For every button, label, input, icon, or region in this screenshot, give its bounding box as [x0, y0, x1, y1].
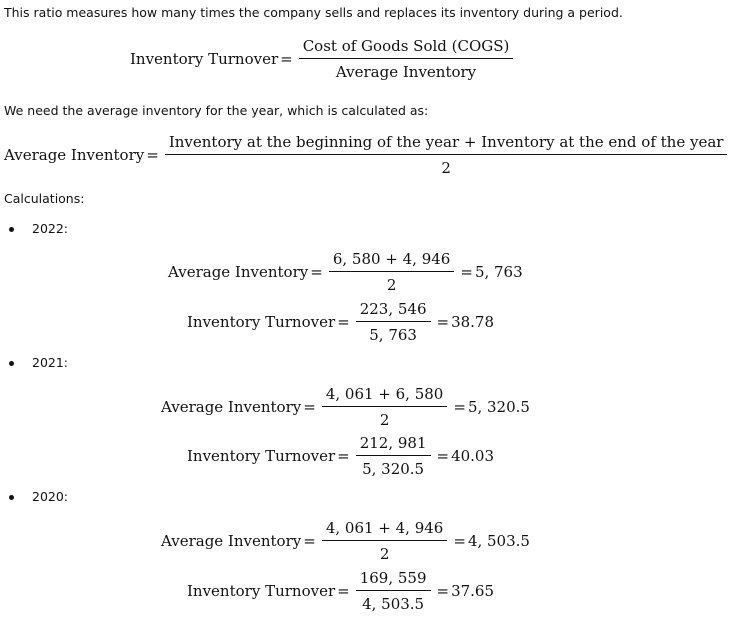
bullet-icon [9, 495, 14, 500]
fraction-numerator: 169, 559 [359, 569, 427, 587]
calculations-heading: Calculations: [4, 191, 85, 206]
formula-lhs: Inventory Turnover [187, 447, 336, 465]
formula-lhs: Average Inventory [161, 398, 302, 416]
fraction-denominator: 2 [165, 154, 728, 177]
formula-lhs: Average Inventory [168, 263, 309, 281]
year-label-2022: 2022: [32, 221, 69, 236]
bullet-icon [9, 361, 14, 366]
bullet-icon [9, 227, 14, 232]
fraction [358, 434, 429, 478]
fraction-denominator: 4, 503.5 [356, 590, 431, 613]
average-inventory-2020 [161, 519, 530, 563]
equals-sign: = [436, 313, 450, 331]
equals-sign: = [436, 447, 450, 465]
fraction-numerator: Inventory at the beginning of the year + Inventory at the end of the year [168, 133, 724, 151]
inventory-turnover-2021 [187, 434, 494, 478]
avg-intro-text: We need the average inventory for the year, which is calculated as: [4, 103, 429, 118]
formula-lhs: Inventory Turnover [187, 313, 336, 331]
fraction [324, 385, 446, 429]
formula-lhs: Inventory Turnover [130, 50, 279, 68]
result-value: 37.65 [451, 582, 495, 600]
fraction-denominator: Average Inventory [299, 58, 514, 81]
equals-sign: = [310, 263, 323, 281]
fraction-numerator: 6, 580 + 4, 946 [332, 250, 451, 268]
fraction [301, 37, 512, 81]
fraction [331, 250, 453, 294]
fraction [167, 133, 726, 177]
result-value: 38.78 [451, 313, 495, 331]
year-label-2020: 2020: [32, 489, 69, 504]
equals-sign: = [453, 532, 466, 550]
result-value: 5, 763 [474, 263, 523, 281]
fraction-numerator: 212, 981 [359, 434, 427, 452]
equals-sign: = [280, 50, 293, 68]
fraction [358, 300, 429, 344]
result-value: 4, 503.5 [467, 532, 530, 550]
result-value: 5, 320.5 [467, 398, 530, 416]
equals-sign: = [337, 313, 350, 331]
formula-lhs: Average Inventory [4, 146, 145, 164]
inventory-turnover-2020 [187, 569, 494, 613]
fraction-denominator: 2 [329, 271, 455, 294]
fraction-denominator: 2 [322, 540, 448, 563]
fraction-numerator: 4, 061 + 4, 946 [325, 519, 444, 537]
fraction-denominator: 5, 320.5 [356, 455, 431, 478]
formula-lhs: Average Inventory [161, 532, 302, 550]
fraction-numerator: 4, 061 + 6, 580 [325, 385, 444, 403]
equals-sign: = [303, 398, 316, 416]
turnover-formula [130, 37, 517, 81]
equals-sign: = [303, 532, 316, 550]
fraction [358, 569, 429, 613]
formula-lhs: Inventory Turnover [187, 582, 336, 600]
equals-sign: = [146, 146, 159, 164]
intro-text: This ratio measures how many times the company sells and replaces its inventory during a period. [4, 5, 623, 20]
fraction-denominator: 2 [322, 406, 448, 429]
result-value: 40.03 [451, 447, 495, 465]
fraction-denominator: 5, 763 [356, 321, 431, 344]
equals-sign: = [436, 582, 450, 600]
equals-sign: = [337, 582, 350, 600]
average-inventory-2022 [168, 250, 523, 294]
equals-sign: = [460, 263, 473, 281]
equals-sign: = [337, 447, 350, 465]
average-inventory-formula [4, 133, 731, 177]
equals-sign: = [453, 398, 466, 416]
average-inventory-2021 [161, 385, 530, 429]
fraction [324, 519, 446, 563]
fraction-numerator: 223, 546 [359, 300, 427, 318]
fraction-numerator: Cost of Goods Sold (COGS) [302, 37, 510, 55]
year-label-2021: 2021: [32, 355, 69, 370]
inventory-turnover-2022 [187, 300, 494, 344]
